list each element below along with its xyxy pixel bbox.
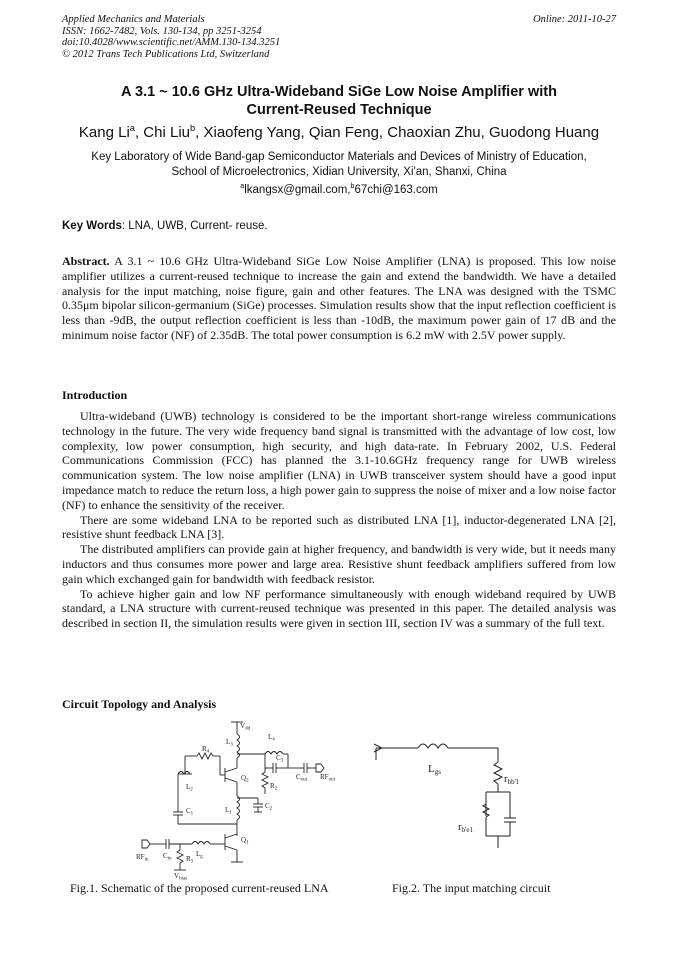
copyright-line: © 2012 Trans Tech Publications Ltd, Switzerland — [62, 48, 270, 60]
c1-label: $C_1$ — [186, 807, 194, 817]
fig2-matching-circuit — [368, 724, 528, 874]
intro-paragraph: There are some wideband LNA to be reported such as distributed LNA [1], inductor-degenerated LNA [2], resistive shunt feedback LNA [3]. — [62, 512, 616, 542]
rfin-label: $RF_{in}$ — [136, 853, 149, 863]
email-line — [62, 184, 616, 196]
affiliation — [62, 150, 616, 180]
intro-section — [62, 409, 616, 631]
author-1: Kang Li — [78, 124, 130, 141]
abstract — [62, 254, 616, 343]
keywords-label: Key Words — [62, 220, 122, 232]
fig1-schematic — [130, 716, 360, 880]
journal-name: Applied Mechanics and Materials — [62, 14, 205, 25]
cin-label: $C_{in}$ — [163, 852, 172, 862]
rfout-label: $RF_{out}$ — [320, 773, 335, 783]
title-line-1: A 3.1 ~ 10.6 GHz Ultra-Wideband SiGe Low Noise Amplifier with — [121, 84, 557, 100]
c2-label: $C_2$ — [265, 802, 273, 812]
l4-label: $L_4$ — [268, 733, 275, 743]
fig2-rbe-label: rb'e1 — [458, 821, 474, 834]
fig2-caption: Fig.2. The input matching circuit — [392, 881, 551, 895]
c3-label: $C_3$ — [276, 754, 284, 764]
l1-label: $L_1$ — [225, 806, 232, 816]
online-date: Online: 2011-10-27 — [533, 14, 616, 25]
author-list — [62, 124, 616, 141]
issn-line: ISSN: 1662-7482, Vols. 130-134, pp 3251-3254 — [62, 25, 262, 37]
fig1-caption: Fig.1. Schematic of the proposed current-reused LNA — [70, 881, 329, 895]
q2-label: $Q_2$ — [241, 774, 249, 784]
l3-label: $L_3$ — [226, 738, 233, 748]
r4-label: $R_4$ — [202, 745, 210, 755]
vdd-label: $V_{dd}$ — [240, 722, 251, 732]
r3-label: $R_3$ — [186, 855, 194, 865]
lg-label: $L_g$ — [196, 850, 203, 860]
journal-header — [62, 14, 616, 60]
fig2-lgs-label: Lgs — [428, 763, 441, 776]
intro-paragraph: Ultra-wideband (UWB) technology is considered to be the important short-range wireless communications technology in the future. The very wide frequency band signal is transmitted with the advantage of low cost, low complexity, low power consumption, high security, and high data-rate. In February 2002, U.S. Federal Communications Commission (FCC) has planned the 3.1-10.6GHz frequency range for UWB wireless communication system. The low noise amplifier (LNA) in UWB transceiver system should have a good input impedance match to reduce the return loss, a high power gain to suppress the noise of mixer and a low noise factor (NF) to enhance the sensitivity of the receiver. — [62, 409, 616, 512]
keywords-text: : LNA, UWB, Current- reuse. — [121, 220, 268, 232]
abstract-text: A 3.1 ~ 10.6 GHz Ultra-Wideband SiGe Low Noise Amplifier (LNA) is proposed. This low noise amplifier utilizes a current-reused technique to increase the gain and extend the bandwidth. We have a detailed analysis for the input matching, noise figure, gain and other features. The LNA was designed with the TSMC 0.35μm bipolar silicon-germanium (SiGe) processes. Simulation results show that the input reflection coefficient is less than -9dB, the output reflection coefficient is less than -10dB, the maximum power gain of 17 dB and the minimum noise factor (NF) of 2.35dB. The total power consumption is 6.2 mW with 2.5V power supply. — [62, 254, 616, 342]
abstract-label: Abstract. — [62, 254, 110, 268]
email-b[interactable]: 67chi@163.com — [354, 184, 438, 196]
author-2-mark: b — [190, 123, 196, 133]
affiliation-line-2: School of Microelectronics, Xidian University, Xi'an, Shanxi, China — [171, 166, 507, 178]
intro-paragraph: To achieve higher gain and low NF performance simultaneously with enough wideband required by UWB standard, a LNA structure with current-reused technique was presented in this paper. The detailed analysis was described in section II, the simulation results were given in section III, section IV was a summary of the full text. — [62, 586, 616, 631]
keywords — [62, 220, 616, 232]
author-2: , Chi Liu — [134, 124, 190, 141]
vbias-label: $V_{bias}$ — [174, 872, 188, 880]
email-a-mark: a — [240, 182, 245, 191]
q1-label: $Q_1$ — [241, 836, 249, 846]
fig2-rbb-label: rbb'1 — [504, 773, 520, 786]
l2-label: $L_2$ — [186, 783, 193, 793]
author-rest: , Xiaofeng Yang, Qian Feng, Chaoxian Zhu, Guodong Huang — [195, 124, 600, 141]
affiliation-line-1: Key Laboratory of Wide Band-gap Semiconductor Materials and Devices of Ministry of Education, — [91, 151, 587, 163]
intro-heading: Introduction — [62, 388, 128, 402]
cout-label: $C_{out}$ — [296, 773, 308, 783]
doi-line[interactable]: doi:10.4028/www.scientific.net/AMM.130-134.3251 — [62, 37, 281, 48]
intro-paragraph: The distributed amplifiers can provide gain at higher frequency, and bandwidth is very wide, but it needs many inductors and thus consumes more power and large area. Resistive shunt feedback amplifiers suffered from low gain which exchanged gain for bandwidth with feedback resistor. — [62, 542, 616, 586]
paper-title — [62, 83, 616, 119]
r2-label: $R_2$ — [270, 782, 278, 792]
email-b-mark: b — [350, 182, 355, 191]
author-1-mark: a — [129, 123, 135, 133]
title-line-2: Current-Reused Technique — [246, 102, 432, 118]
email-a[interactable]: lkangsx@gmail.com, — [244, 184, 351, 196]
circuit-heading: Circuit Topology and Analysis — [62, 697, 217, 711]
